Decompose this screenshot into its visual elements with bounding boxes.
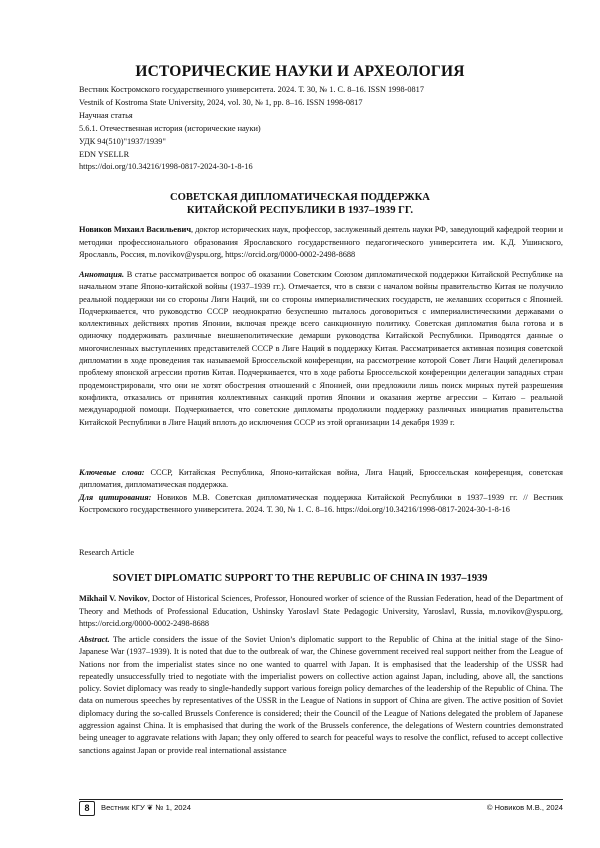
research-article-label: Research Article: [79, 548, 135, 557]
keywords-text-ru: СССР, Китайская Республика, Японо-китайская война, Лига Наций, Брюссельская конференция, советская дипломатия, дипломатическая поддержка.: [79, 468, 563, 490]
abstract-en: [79, 634, 563, 757]
footer-rule: [79, 799, 563, 800]
keywords-ru: [79, 467, 563, 492]
meta-article-type: Научная статья: [79, 110, 133, 120]
abstract-text-en: The article considers the issue of the Soviet Union’s diplomatic support to the Republic of China at the initial stage of the Sino-Japanese War (1937–1939). It is noted that due to the outbreak of war, the Chinese government received real support neither from the League of Nations nor from the imperialist states since no one wanted to quarrel with Japan. It is emphasised that the leadership of the USSR had repeatedly unsuccessfully tried to negotiate with the imperialist powers on collective action against Japan, including, above all, the sanctions policy. Soviet diplomacy was ready to single-handedly support various foreign policy demarches of the leadership of the Republic of China. The data on numerous speeches by representatives of the USSR in the League of Nations in support of China are given. The active position of Soviet diplomacy during the so-called Brussels Conference is considered; their the Council of the League of Nations delegated the problem of Japanese aggression against China. It is emphasised that during the work of the Brussels conference, the delegations of Western countries demonstrated being uneager to aggravate relations with Japan; they only offered to search for peaceful ways to resolve the conflict, refused to accept collective sanctions against Japan or provide real international assistance: [79, 635, 563, 755]
page-footer: [79, 799, 563, 815]
keywords-label-ru: Ключевые слова:: [79, 468, 145, 477]
article-title-ru: [0, 191, 600, 217]
abstract-label-en: Abstract.: [79, 635, 110, 644]
abstract-text-ru: В статье рассматривается вопрос об оказании Советским Союзом дипломатической поддержки Китайской Республике на начальном этапе Японо-китайской войны (1937–1939 гг.). Отмечается, что в связи с началом войны правительство Китая не получило реальной поддержки ни со стороны Лиги Наций, ни со стороны империалистических государств, не желавших ссориться с Японией. Подчеркивается, что руководство СССР неоднократно безуспешно пыталось договориться с империалистическими державами о коллективных действиях против Японии, включая прежде всего санкционную политику. Советская дипломатия была готова и в одиночку поддерживать различные внешнеполитические демарши руководства Китайской Республики. Приводятся данные о многочисленных выступлениях представителей СССР в Лиге Наций в поддержку Китая. Рассматривается активная позиция советской дипломатии в ходе проведения так называемой Брюссельской конференции, на рассмотрение которой Совет Лиги Наций делегировал проблему японской агрессии против Китая. Подчеркивается, что в ходе работы Брюссельской конференции делегации западных стран продемонстрировали, что они не хотят обострения отношений с Японией, они предложили лишь поиск мирных путей разрешения конфликта, отказались от принятия коллективных санкций против Японии и оказания жертве агрессии – Китаю – реальной международной помощи. Подчеркивается, что советские дипломаты продолжили поддержку различных инициатив правительства Китайской Республики в Лиге Наций вплоть до исключения СССР из этой организации 14 декабря 1939 г.: [79, 270, 563, 427]
title-ru-line1: СОВЕТСКАЯ ДИПЛОМАТИЧЕСКАЯ ПОДДЕРЖКА: [170, 192, 430, 203]
author-en: [79, 593, 563, 631]
publication-meta: [79, 84, 559, 174]
meta-specialty: 5.6.1. Отечественная история (исторические науки): [79, 123, 261, 133]
author-info-ru: , доктор исторических наук, профессор, заслуженный деятель науки РФ, заведующий кафедрой теории и методики профессионального образования Ярославского государственного педагогического университета им. К.Д. Ушинского, Ярославль, Россия, m.novikov@yspu.org, https://orcid.org/0000-0002-2498-8688: [79, 225, 563, 260]
author-info-en: , Doctor of Historical Sciences, Professor, Honoured worker of science of the Russian Federation, head of the Department of Theory and Methods of Professional Education, Ushinsky Yaroslavl State Pedagogic University, Yaroslavl, Russia, m.novikov@yspu.org, https://orcid.org/0000-0002-2498-8688: [79, 594, 563, 629]
meta-edn: EDN YSELLR: [79, 149, 130, 159]
footer-journal: Вестник КГУ ❦ № 1, 2024: [101, 803, 191, 812]
author-name-en: Mikhail V. Novikov: [79, 594, 148, 603]
footer-copyright: © Новиков М.В., 2024: [486, 803, 563, 812]
meta-udc: УДК 94(510)"1937/1939": [79, 136, 166, 146]
article-title-en: SOVIET DIPLOMATIC SUPPORT TO THE REPUBLIC OF CHINA IN 1937–1939: [112, 573, 488, 584]
meta-doi-link[interactable]: https://doi.org/10.34216/1998-0817-2024-30-1-8-16: [79, 162, 253, 172]
citation-text-ru: Новиков М.В. Советская дипломатическая поддержка Китайской Республики в 1937–1939 гг. // Вестник Костромского государственного университета. 2024. Т. 30, № 1. С. 8–16. https://doi.org/10.34216/1998-0817-2024-30-1-8-16: [79, 493, 563, 515]
abstract-label-ru: Аннотация.: [79, 270, 125, 279]
meta-journal-en: Vestnik of Kostroma State University, 2024, vol. 30, № 1, pp. 8–16. ISSN 1998-0817: [79, 97, 363, 107]
page-number: 8: [79, 801, 95, 816]
citation-ru: [79, 492, 563, 517]
citation-label-ru: Для цитирования:: [79, 493, 152, 502]
abstract-ru: [79, 269, 563, 429]
meta-journal-ru: Вестник Костромского государственного университета. 2024. Т. 30, № 1. С. 8–16. ISSN 1998-0817: [79, 85, 424, 94]
author-ru: [79, 224, 563, 262]
section-title: ИСТОРИЧЕСКИЕ НАУКИ И АРХЕОЛОГИЯ: [135, 63, 465, 80]
author-name-ru: Новиков Михаил Васильевич: [79, 225, 192, 234]
title-ru-line2: КИТАЙСКОЙ РЕСПУБЛИКИ В 1937–1939 ГГ.: [186, 205, 414, 216]
